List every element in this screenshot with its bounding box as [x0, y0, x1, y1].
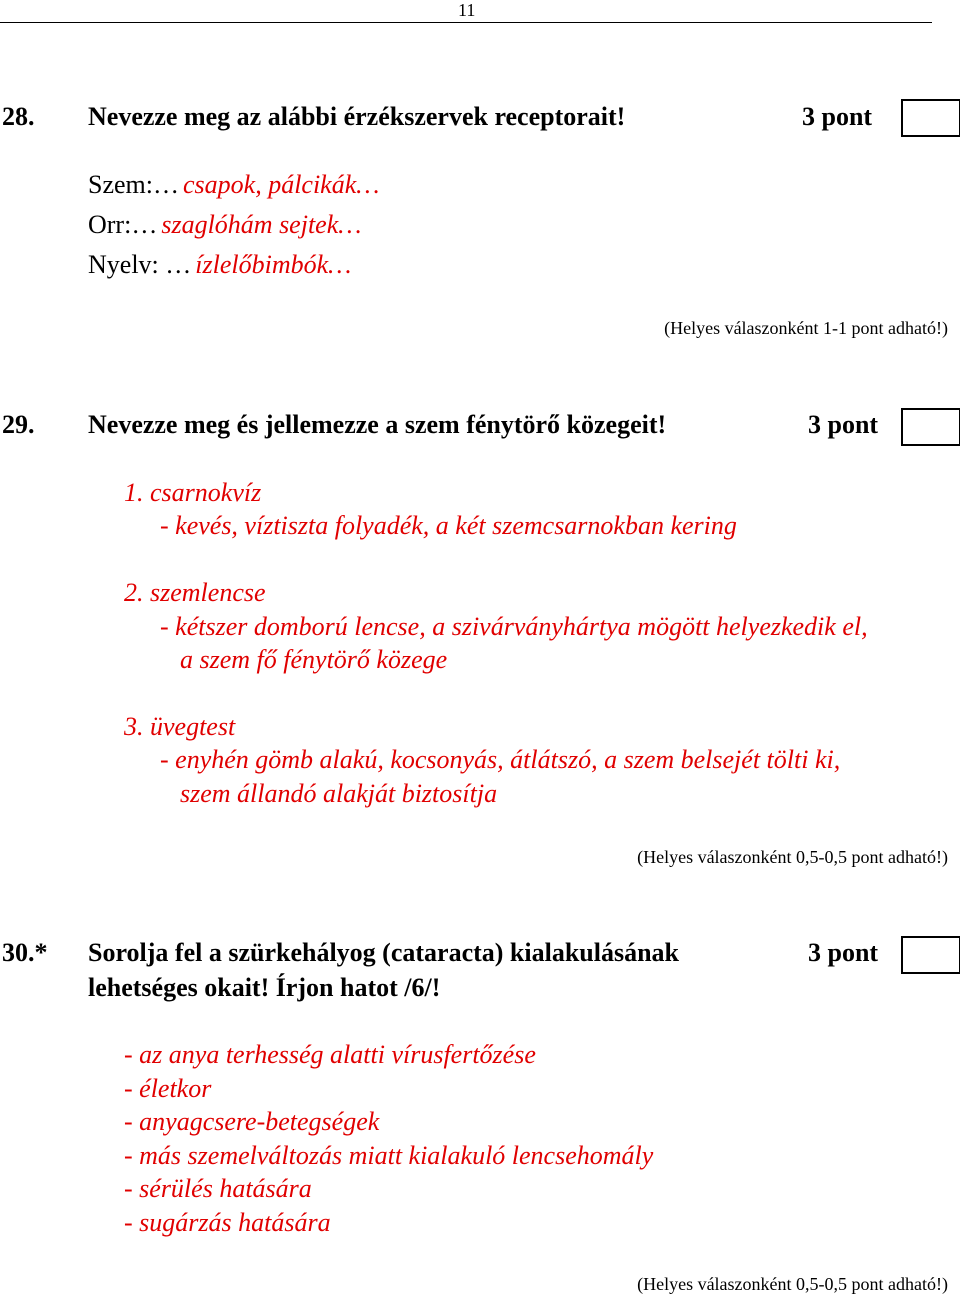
- q28-row-eye: [88, 170, 379, 200]
- q29-item-3-title: 3. üvegtest: [124, 712, 236, 741]
- q28-answer-eye: csapok, pálcikák…: [183, 170, 380, 199]
- q28-number: 28.: [2, 102, 35, 131]
- q30-scoring-note: (Helyes válaszonként 0,5-0,5 pont adható!): [637, 1274, 948, 1294]
- q29-item-3-desc: - enyhén gömb alakú, kocsonyás, átlátszó, a szem belsejét tölti ki,: [160, 745, 841, 774]
- q30-answer-5: - sérülés hatására: [124, 1174, 312, 1203]
- header-rule: [0, 22, 932, 23]
- q29-item-3-desc-cont: szem állandó alakját biztosítja: [180, 779, 498, 808]
- q28-scoring-note: (Helyes válaszonként 1-1 pont adható!): [664, 318, 948, 338]
- q28-text: Nevezze meg az alábbi érzékszervek receptorait!: [88, 102, 626, 131]
- q30-answer-3: - anyagcsere-betegségek: [124, 1107, 380, 1136]
- page-number: 11: [458, 0, 476, 20]
- q29-item-2-desc: - kétszer domború lencse, a szivárványhártya mögött helyezkedik el,: [160, 612, 868, 641]
- q30-text-line1: Sorolja fel a szürkehályog (cataracta) kialakulásának: [88, 938, 680, 967]
- q29-number: 29.: [2, 410, 35, 439]
- q28-points: 3 pont: [802, 102, 873, 131]
- q28-row-nose: [88, 210, 361, 240]
- q29-item-2-title: 2. szemlencse: [124, 578, 266, 607]
- q28-score-box[interactable]: [901, 99, 960, 137]
- q28-answer-tongue: ízlelőbimbók…: [195, 250, 352, 279]
- q30-number: 30.*: [2, 938, 48, 967]
- q28-answer-nose: szaglóhám sejtek…: [161, 210, 362, 239]
- q30-points: 3 pont: [808, 938, 879, 967]
- q29-item-2-desc-cont: a szem fő fénytörő közege: [180, 645, 448, 674]
- q29-item-1-desc: - kevés, víztiszta folyadék, a két szemcsarnokban kering: [160, 511, 737, 540]
- q29-text: Nevezze meg és jellemezze a szem fénytörő közegeit!: [88, 410, 667, 439]
- q29-score-box[interactable]: [901, 408, 960, 446]
- q28-label-nose: Orr:…: [88, 210, 158, 239]
- q28-label-tongue: Nyelv: …: [88, 250, 192, 279]
- q29-item-1-title: 1. csarnokvíz: [124, 478, 262, 507]
- q28-row-tongue: [88, 250, 351, 280]
- q30-score-box[interactable]: [901, 936, 960, 974]
- q30-text-line2: lehetséges okait! Írjon hatot /6/!: [88, 973, 441, 1002]
- q29-scoring-note: (Helyes válaszonként 0,5-0,5 pont adható!): [637, 847, 948, 867]
- q30-answer-4: - más szemelváltozás miatt kialakuló lencsehomály: [124, 1141, 654, 1170]
- q29-points: 3 pont: [808, 410, 879, 439]
- q30-answer-6: - sugárzás hatására: [124, 1208, 331, 1237]
- q30-answer-1: - az anya terhesség alatti vírusfertőzése: [124, 1040, 536, 1069]
- q30-answer-2: - életkor: [124, 1074, 212, 1103]
- q28-label-eye: Szem:…: [88, 170, 179, 199]
